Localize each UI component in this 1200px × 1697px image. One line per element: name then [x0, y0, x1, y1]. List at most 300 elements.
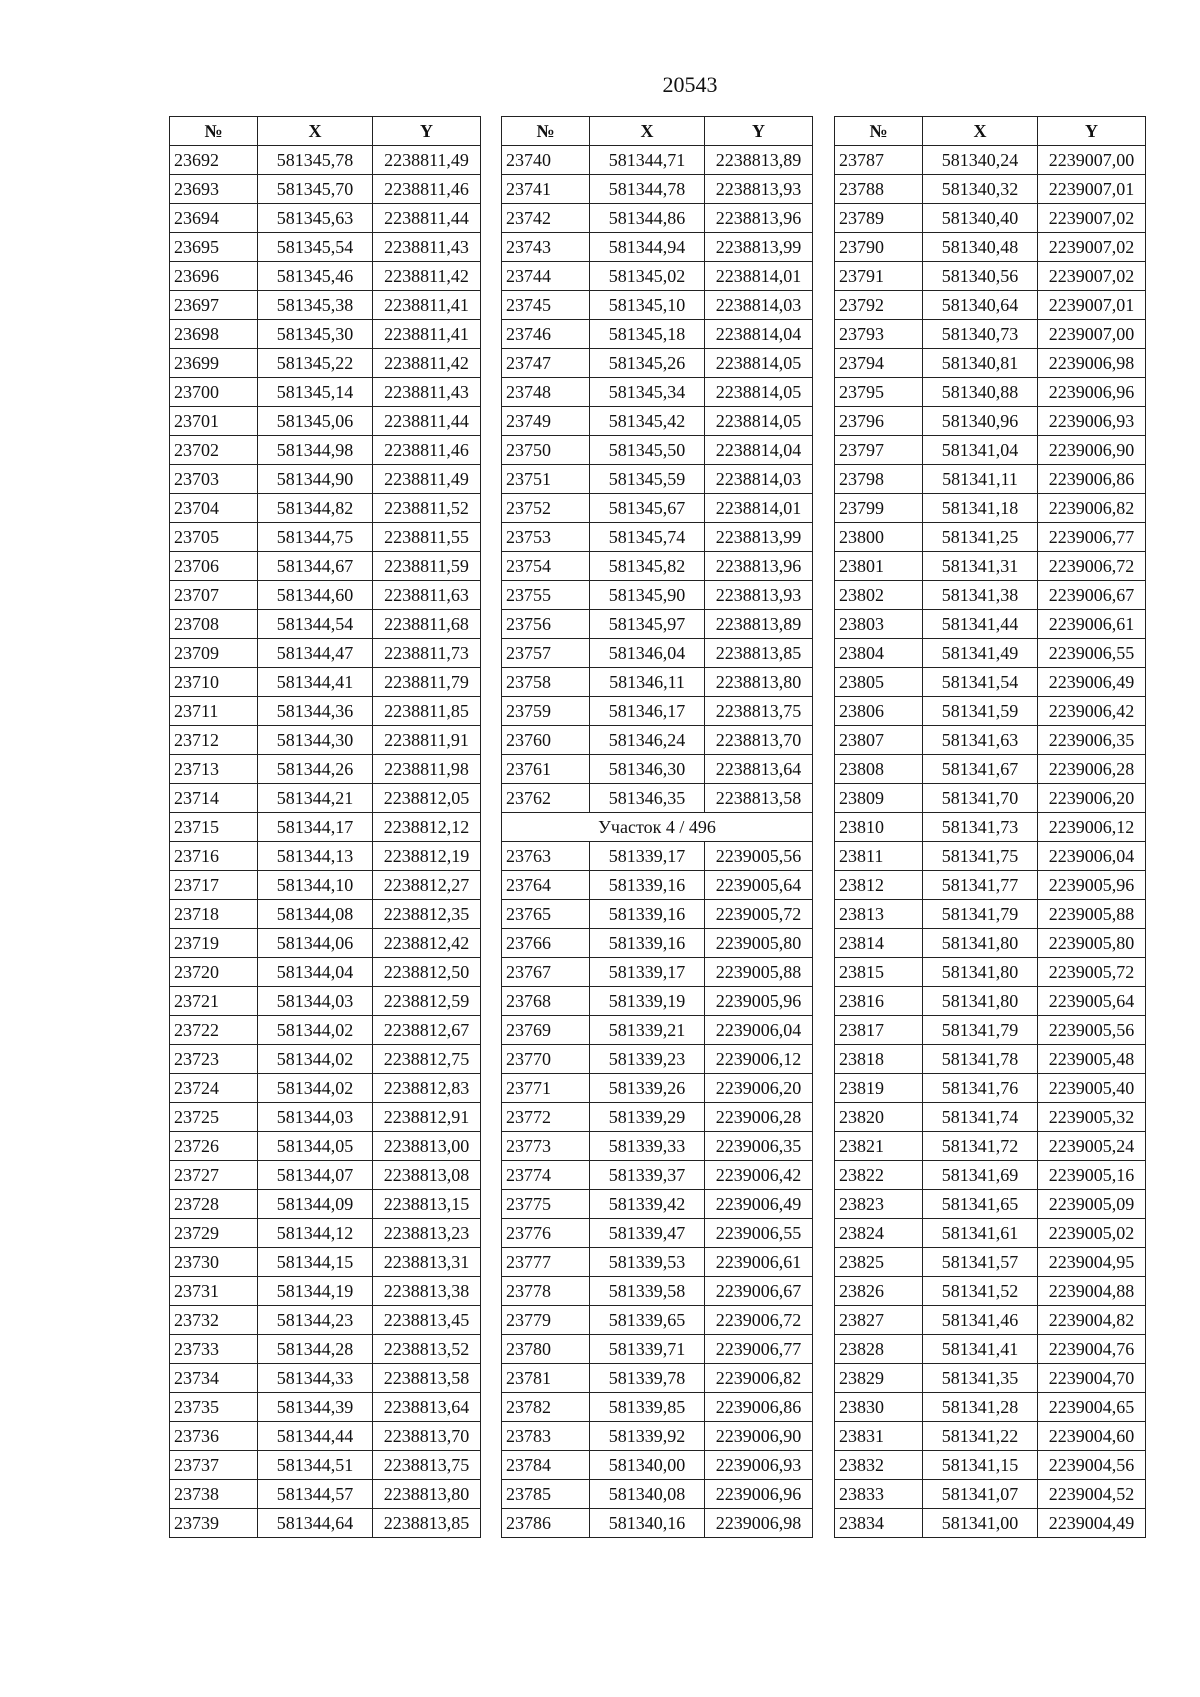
y-coordinate-cell: 2239007,02: [1038, 262, 1146, 291]
x-coordinate-cell: 581340,32: [923, 175, 1038, 204]
table-row: [835, 958, 1146, 987]
y-coordinate-cell: 2238811,46: [373, 436, 481, 465]
point-number-cell: 23728: [170, 1190, 258, 1219]
table-row: [170, 1248, 481, 1277]
point-number-cell: 23698: [170, 320, 258, 349]
table-row: [502, 1277, 813, 1306]
x-coordinate-cell: 581345,42: [590, 407, 705, 436]
table-row: [170, 523, 481, 552]
x-coordinate-cell: 581344,28: [258, 1335, 373, 1364]
point-number-cell: 23818: [835, 1045, 923, 1074]
table-row: [170, 755, 481, 784]
y-coordinate-cell: 2238814,05: [705, 349, 813, 378]
y-coordinate-cell: 2238814,01: [705, 494, 813, 523]
point-number-cell: 23805: [835, 668, 923, 697]
x-coordinate-cell: 581344,98: [258, 436, 373, 465]
table-row: [835, 494, 1146, 523]
x-coordinate-cell: 581344,54: [258, 610, 373, 639]
x-coordinate-cell: 581341,49: [923, 639, 1038, 668]
point-number-cell: 23775: [502, 1190, 590, 1219]
x-coordinate-cell: 581345,30: [258, 320, 373, 349]
point-number-cell: 23734: [170, 1364, 258, 1393]
x-coordinate-cell: 581346,30: [590, 755, 705, 784]
point-number-cell: 23825: [835, 1248, 923, 1277]
y-coordinate-cell: 2238811,85: [373, 697, 481, 726]
table-row: [170, 349, 481, 378]
point-number-cell: 23743: [502, 233, 590, 262]
point-number-cell: 23790: [835, 233, 923, 262]
y-coordinate-cell: 2239005,48: [1038, 1045, 1146, 1074]
y-coordinate-cell: 2239005,32: [1038, 1103, 1146, 1132]
point-number-cell: 23719: [170, 929, 258, 958]
table-row: [170, 1364, 481, 1393]
table-row: [170, 929, 481, 958]
point-number-cell: 23709: [170, 639, 258, 668]
table-row: [835, 1219, 1146, 1248]
y-coordinate-cell: 2238811,41: [373, 320, 481, 349]
table-row: [170, 1306, 481, 1335]
table-row: [502, 610, 813, 639]
point-number-cell: 23789: [835, 204, 923, 233]
x-coordinate-cell: 581341,76: [923, 1074, 1038, 1103]
point-number-cell: 23827: [835, 1306, 923, 1335]
table-row: [835, 1393, 1146, 1422]
y-coordinate-cell: 2239006,77: [1038, 523, 1146, 552]
x-coordinate-cell: 581346,35: [590, 784, 705, 813]
y-coordinate-cell: 2239006,12: [1038, 813, 1146, 842]
section-row: [502, 813, 813, 842]
y-coordinate-cell: 2238812,91: [373, 1103, 481, 1132]
y-coordinate-cell: 2239007,01: [1038, 175, 1146, 204]
y-coordinate-cell: 2238811,43: [373, 233, 481, 262]
table-row: [835, 1074, 1146, 1103]
table-header-row: [170, 117, 481, 146]
table-row: [170, 146, 481, 175]
table-row: [835, 320, 1146, 349]
column-header-y: Y: [705, 117, 813, 146]
table-row: [502, 1335, 813, 1364]
y-coordinate-cell: 2239005,96: [705, 987, 813, 1016]
point-number-cell: 23700: [170, 378, 258, 407]
x-coordinate-cell: 581341,74: [923, 1103, 1038, 1132]
table-row: [502, 1219, 813, 1248]
y-coordinate-cell: 2238813,23: [373, 1219, 481, 1248]
point-number-cell: 23758: [502, 668, 590, 697]
point-number-cell: 23773: [502, 1132, 590, 1161]
x-coordinate-cell: 581345,18: [590, 320, 705, 349]
y-coordinate-cell: 2239005,96: [1038, 871, 1146, 900]
y-coordinate-cell: 2239006,20: [705, 1074, 813, 1103]
x-coordinate-cell: 581341,41: [923, 1335, 1038, 1364]
y-coordinate-cell: 2239004,52: [1038, 1480, 1146, 1509]
point-number-cell: 23778: [502, 1277, 590, 1306]
table-row: [502, 378, 813, 407]
y-coordinate-cell: 2239005,64: [705, 871, 813, 900]
point-number-cell: 23786: [502, 1509, 590, 1538]
point-number-cell: 23729: [170, 1219, 258, 1248]
y-coordinate-cell: 2238811,42: [373, 262, 481, 291]
table-row: [170, 726, 481, 755]
y-coordinate-cell: 2239004,60: [1038, 1422, 1146, 1451]
x-coordinate-cell: 581344,82: [258, 494, 373, 523]
column-header-x: X: [258, 117, 373, 146]
x-coordinate-cell: 581341,22: [923, 1422, 1038, 1451]
table-row: [835, 233, 1146, 262]
y-coordinate-cell: 2239006,90: [1038, 436, 1146, 465]
x-coordinate-cell: 581341,80: [923, 958, 1038, 987]
x-coordinate-cell: 581341,35: [923, 1364, 1038, 1393]
table-row: [502, 755, 813, 784]
x-coordinate-cell: 581341,59: [923, 697, 1038, 726]
y-coordinate-cell: 2238814,04: [705, 436, 813, 465]
y-coordinate-cell: 2239004,49: [1038, 1509, 1146, 1538]
table-row: [835, 175, 1146, 204]
table-row: [170, 900, 481, 929]
y-coordinate-cell: 2239006,28: [705, 1103, 813, 1132]
page-number: 20543: [662, 72, 718, 97]
point-number-cell: 23770: [502, 1045, 590, 1074]
table-row: [835, 1335, 1146, 1364]
point-number-cell: 23806: [835, 697, 923, 726]
point-number-cell: 23721: [170, 987, 258, 1016]
y-coordinate-cell: 2239006,82: [705, 1364, 813, 1393]
y-coordinate-cell: 2238812,19: [373, 842, 481, 871]
point-number-cell: 23755: [502, 581, 590, 610]
table-row: [170, 697, 481, 726]
y-coordinate-cell: 2239006,72: [1038, 552, 1146, 581]
table-row: [835, 146, 1146, 175]
x-coordinate-cell: 581344,94: [590, 233, 705, 262]
table-row: [170, 1509, 481, 1538]
x-coordinate-cell: 581339,19: [590, 987, 705, 1016]
point-number-cell: 23765: [502, 900, 590, 929]
x-coordinate-cell: 581339,23: [590, 1045, 705, 1074]
x-coordinate-cell: 581340,16: [590, 1509, 705, 1538]
x-coordinate-cell: 581345,46: [258, 262, 373, 291]
x-coordinate-cell: 581344,19: [258, 1277, 373, 1306]
x-coordinate-cell: 581341,57: [923, 1248, 1038, 1277]
table-row: [502, 523, 813, 552]
point-number-cell: 23785: [502, 1480, 590, 1509]
table-body: [502, 146, 813, 1538]
point-number-cell: 23702: [170, 436, 258, 465]
y-coordinate-cell: 2239006,67: [1038, 581, 1146, 610]
table-row: [502, 1161, 813, 1190]
x-coordinate-cell: 581340,88: [923, 378, 1038, 407]
x-coordinate-cell: 581341,25: [923, 523, 1038, 552]
x-coordinate-cell: 581344,78: [590, 175, 705, 204]
y-coordinate-cell: 2238813,70: [373, 1422, 481, 1451]
x-coordinate-cell: 581339,78: [590, 1364, 705, 1393]
x-coordinate-cell: 581341,72: [923, 1132, 1038, 1161]
x-coordinate-cell: 581344,75: [258, 523, 373, 552]
y-coordinate-cell: 2239006,55: [705, 1219, 813, 1248]
table-row: [835, 1509, 1146, 1538]
point-number-cell: 23739: [170, 1509, 258, 1538]
y-coordinate-cell: 2239006,93: [1038, 407, 1146, 436]
point-number-cell: 23726: [170, 1132, 258, 1161]
table-row: [835, 349, 1146, 378]
table-row: [835, 204, 1146, 233]
point-number-cell: 23834: [835, 1509, 923, 1538]
x-coordinate-cell: 581344,05: [258, 1132, 373, 1161]
x-coordinate-cell: 581341,54: [923, 668, 1038, 697]
y-coordinate-cell: 2239004,82: [1038, 1306, 1146, 1335]
table-row: [502, 291, 813, 320]
x-coordinate-cell: 581341,38: [923, 581, 1038, 610]
table-row: [502, 1248, 813, 1277]
y-coordinate-cell: 2238812,67: [373, 1016, 481, 1045]
table-row: [170, 1277, 481, 1306]
point-number-cell: 23720: [170, 958, 258, 987]
y-coordinate-cell: 2239007,00: [1038, 146, 1146, 175]
table-row: [502, 1306, 813, 1335]
x-coordinate-cell: 581341,70: [923, 784, 1038, 813]
x-coordinate-cell: 581339,33: [590, 1132, 705, 1161]
x-coordinate-cell: 581345,90: [590, 581, 705, 610]
point-number-cell: 23751: [502, 465, 590, 494]
table-row: [835, 1045, 1146, 1074]
x-coordinate-cell: 581344,36: [258, 697, 373, 726]
point-number-cell: 23787: [835, 146, 923, 175]
y-coordinate-cell: 2238813,31: [373, 1248, 481, 1277]
x-coordinate-cell: 581346,24: [590, 726, 705, 755]
x-coordinate-cell: 581340,24: [923, 146, 1038, 175]
x-coordinate-cell: 581345,22: [258, 349, 373, 378]
x-coordinate-cell: 581344,13: [258, 842, 373, 871]
y-coordinate-cell: 2239004,70: [1038, 1364, 1146, 1393]
point-number-cell: 23753: [502, 523, 590, 552]
point-number-cell: 23795: [835, 378, 923, 407]
table-row: [835, 784, 1146, 813]
x-coordinate-cell: 581345,74: [590, 523, 705, 552]
point-number-cell: 23783: [502, 1422, 590, 1451]
x-coordinate-cell: 581340,00: [590, 1451, 705, 1480]
x-coordinate-cell: 581345,02: [590, 262, 705, 291]
y-coordinate-cell: 2238811,68: [373, 610, 481, 639]
x-coordinate-cell: 581341,61: [923, 1219, 1038, 1248]
y-coordinate-cell: 2238813,00: [373, 1132, 481, 1161]
table-row: [170, 436, 481, 465]
x-coordinate-cell: 581339,21: [590, 1016, 705, 1045]
x-coordinate-cell: 581344,33: [258, 1364, 373, 1393]
point-number-cell: 23779: [502, 1306, 590, 1335]
x-coordinate-cell: 581341,75: [923, 842, 1038, 871]
x-coordinate-cell: 581345,59: [590, 465, 705, 494]
table-row: [170, 1219, 481, 1248]
x-coordinate-cell: 581339,17: [590, 842, 705, 871]
point-number-cell: 23696: [170, 262, 258, 291]
point-number-cell: 23697: [170, 291, 258, 320]
x-coordinate-cell: 581341,44: [923, 610, 1038, 639]
y-coordinate-cell: 2238811,73: [373, 639, 481, 668]
table-row: [502, 494, 813, 523]
x-coordinate-cell: 581339,58: [590, 1277, 705, 1306]
y-coordinate-cell: 2239006,42: [705, 1161, 813, 1190]
point-number-cell: 23699: [170, 349, 258, 378]
point-number-cell: 23713: [170, 755, 258, 784]
table-row: [835, 523, 1146, 552]
table-row: [170, 581, 481, 610]
x-coordinate-cell: 581344,07: [258, 1161, 373, 1190]
point-number-cell: 23774: [502, 1161, 590, 1190]
point-number-cell: 23801: [835, 552, 923, 581]
table-row: [502, 349, 813, 378]
x-coordinate-cell: 581344,21: [258, 784, 373, 813]
point-number-cell: 23807: [835, 726, 923, 755]
x-coordinate-cell: 581339,47: [590, 1219, 705, 1248]
y-coordinate-cell: 2238811,44: [373, 407, 481, 436]
y-coordinate-cell: 2238813,80: [705, 668, 813, 697]
point-number-cell: 23804: [835, 639, 923, 668]
x-coordinate-cell: 581339,65: [590, 1306, 705, 1335]
x-coordinate-cell: 581345,82: [590, 552, 705, 581]
y-coordinate-cell: 2239007,02: [1038, 204, 1146, 233]
point-number-cell: 23745: [502, 291, 590, 320]
point-number-cell: 23727: [170, 1161, 258, 1190]
x-coordinate-cell: 581341,52: [923, 1277, 1038, 1306]
table-row: [502, 1190, 813, 1219]
y-coordinate-cell: 2238814,01: [705, 262, 813, 291]
table-row: [502, 204, 813, 233]
x-coordinate-cell: 581341,65: [923, 1190, 1038, 1219]
x-coordinate-cell: 581344,71: [590, 146, 705, 175]
y-coordinate-cell: 2239006,55: [1038, 639, 1146, 668]
y-coordinate-cell: 2238814,05: [705, 378, 813, 407]
point-number-cell: 23812: [835, 871, 923, 900]
y-coordinate-cell: 2238813,64: [705, 755, 813, 784]
table-row: [170, 1045, 481, 1074]
y-coordinate-cell: 2239005,24: [1038, 1132, 1146, 1161]
table-row: [502, 958, 813, 987]
table-row: [170, 1016, 481, 1045]
column-header-number: №: [170, 117, 258, 146]
table-row: [170, 1480, 481, 1509]
x-coordinate-cell: 581339,29: [590, 1103, 705, 1132]
point-number-cell: 23771: [502, 1074, 590, 1103]
point-number-cell: 23692: [170, 146, 258, 175]
y-coordinate-cell: 2238813,93: [705, 581, 813, 610]
x-coordinate-cell: 581340,64: [923, 291, 1038, 320]
y-coordinate-cell: 2239006,35: [1038, 726, 1146, 755]
y-coordinate-cell: 2238813,75: [705, 697, 813, 726]
table-row: [502, 1364, 813, 1393]
y-coordinate-cell: 2238812,59: [373, 987, 481, 1016]
y-coordinate-cell: 2239006,86: [705, 1393, 813, 1422]
y-coordinate-cell: 2239004,95: [1038, 1248, 1146, 1277]
point-number-cell: 23736: [170, 1422, 258, 1451]
table-row: [502, 1132, 813, 1161]
y-coordinate-cell: 2239005,88: [1038, 900, 1146, 929]
point-number-cell: 23814: [835, 929, 923, 958]
table-row: [170, 1074, 481, 1103]
y-coordinate-cell: 2239006,35: [705, 1132, 813, 1161]
point-number-cell: 23693: [170, 175, 258, 204]
x-coordinate-cell: 581341,18: [923, 494, 1038, 523]
point-number-cell: 23701: [170, 407, 258, 436]
x-coordinate-cell: 581341,07: [923, 1480, 1038, 1509]
table-row: [170, 813, 481, 842]
point-number-cell: 23695: [170, 233, 258, 262]
y-coordinate-cell: 2239006,98: [705, 1509, 813, 1538]
x-coordinate-cell: 581345,38: [258, 291, 373, 320]
table-row: [835, 1248, 1146, 1277]
point-number-cell: 23782: [502, 1393, 590, 1422]
x-coordinate-cell: 581345,14: [258, 378, 373, 407]
table-row: [502, 697, 813, 726]
x-coordinate-cell: 581344,60: [258, 581, 373, 610]
table-row: [835, 726, 1146, 755]
x-coordinate-cell: 581339,26: [590, 1074, 705, 1103]
table-row: [835, 407, 1146, 436]
y-coordinate-cell: 2238813,89: [705, 610, 813, 639]
table-row: [170, 871, 481, 900]
x-coordinate-cell: 581341,04: [923, 436, 1038, 465]
table-row: [170, 320, 481, 349]
y-coordinate-cell: 2239005,72: [1038, 958, 1146, 987]
point-number-cell: 23706: [170, 552, 258, 581]
y-coordinate-cell: 2238812,42: [373, 929, 481, 958]
table-row: [835, 1190, 1146, 1219]
x-coordinate-cell: 581344,17: [258, 813, 373, 842]
x-coordinate-cell: 581340,40: [923, 204, 1038, 233]
point-number-cell: 23749: [502, 407, 590, 436]
point-number-cell: 23777: [502, 1248, 590, 1277]
point-number-cell: 23732: [170, 1306, 258, 1335]
point-number-cell: 23788: [835, 175, 923, 204]
y-coordinate-cell: 2238813,93: [705, 175, 813, 204]
table-row: [502, 842, 813, 871]
y-coordinate-cell: 2239007,00: [1038, 320, 1146, 349]
table-row: [835, 1364, 1146, 1393]
table-row: [170, 784, 481, 813]
point-number-cell: 23781: [502, 1364, 590, 1393]
x-coordinate-cell: 581344,12: [258, 1219, 373, 1248]
column-header-x: X: [590, 117, 705, 146]
table-row: [170, 1132, 481, 1161]
x-coordinate-cell: 581344,09: [258, 1190, 373, 1219]
point-number-cell: 23826: [835, 1277, 923, 1306]
x-coordinate-cell: 581345,78: [258, 146, 373, 175]
y-coordinate-cell: 2239006,04: [705, 1016, 813, 1045]
y-coordinate-cell: 2239005,64: [1038, 987, 1146, 1016]
point-number-cell: 23810: [835, 813, 923, 842]
x-coordinate-cell: 581345,97: [590, 610, 705, 639]
table-row: [835, 1016, 1146, 1045]
point-number-cell: 23746: [502, 320, 590, 349]
point-number-cell: 23831: [835, 1422, 923, 1451]
table-row: [170, 291, 481, 320]
y-coordinate-cell: 2238813,58: [705, 784, 813, 813]
y-coordinate-cell: 2239006,72: [705, 1306, 813, 1335]
x-coordinate-cell: 581344,86: [590, 204, 705, 233]
table-row: [835, 987, 1146, 1016]
point-number-cell: 23731: [170, 1277, 258, 1306]
column-header-number: №: [835, 117, 923, 146]
table-row: [170, 639, 481, 668]
y-coordinate-cell: 2239006,96: [1038, 378, 1146, 407]
y-coordinate-cell: 2239005,56: [1038, 1016, 1146, 1045]
table-row: [170, 842, 481, 871]
x-coordinate-cell: 581339,17: [590, 958, 705, 987]
table-header-row: [502, 117, 813, 146]
table-row: [502, 1074, 813, 1103]
x-coordinate-cell: 581345,63: [258, 204, 373, 233]
table-row: [502, 262, 813, 291]
point-number-cell: 23819: [835, 1074, 923, 1103]
y-coordinate-cell: 2238811,43: [373, 378, 481, 407]
table-row: [502, 987, 813, 1016]
